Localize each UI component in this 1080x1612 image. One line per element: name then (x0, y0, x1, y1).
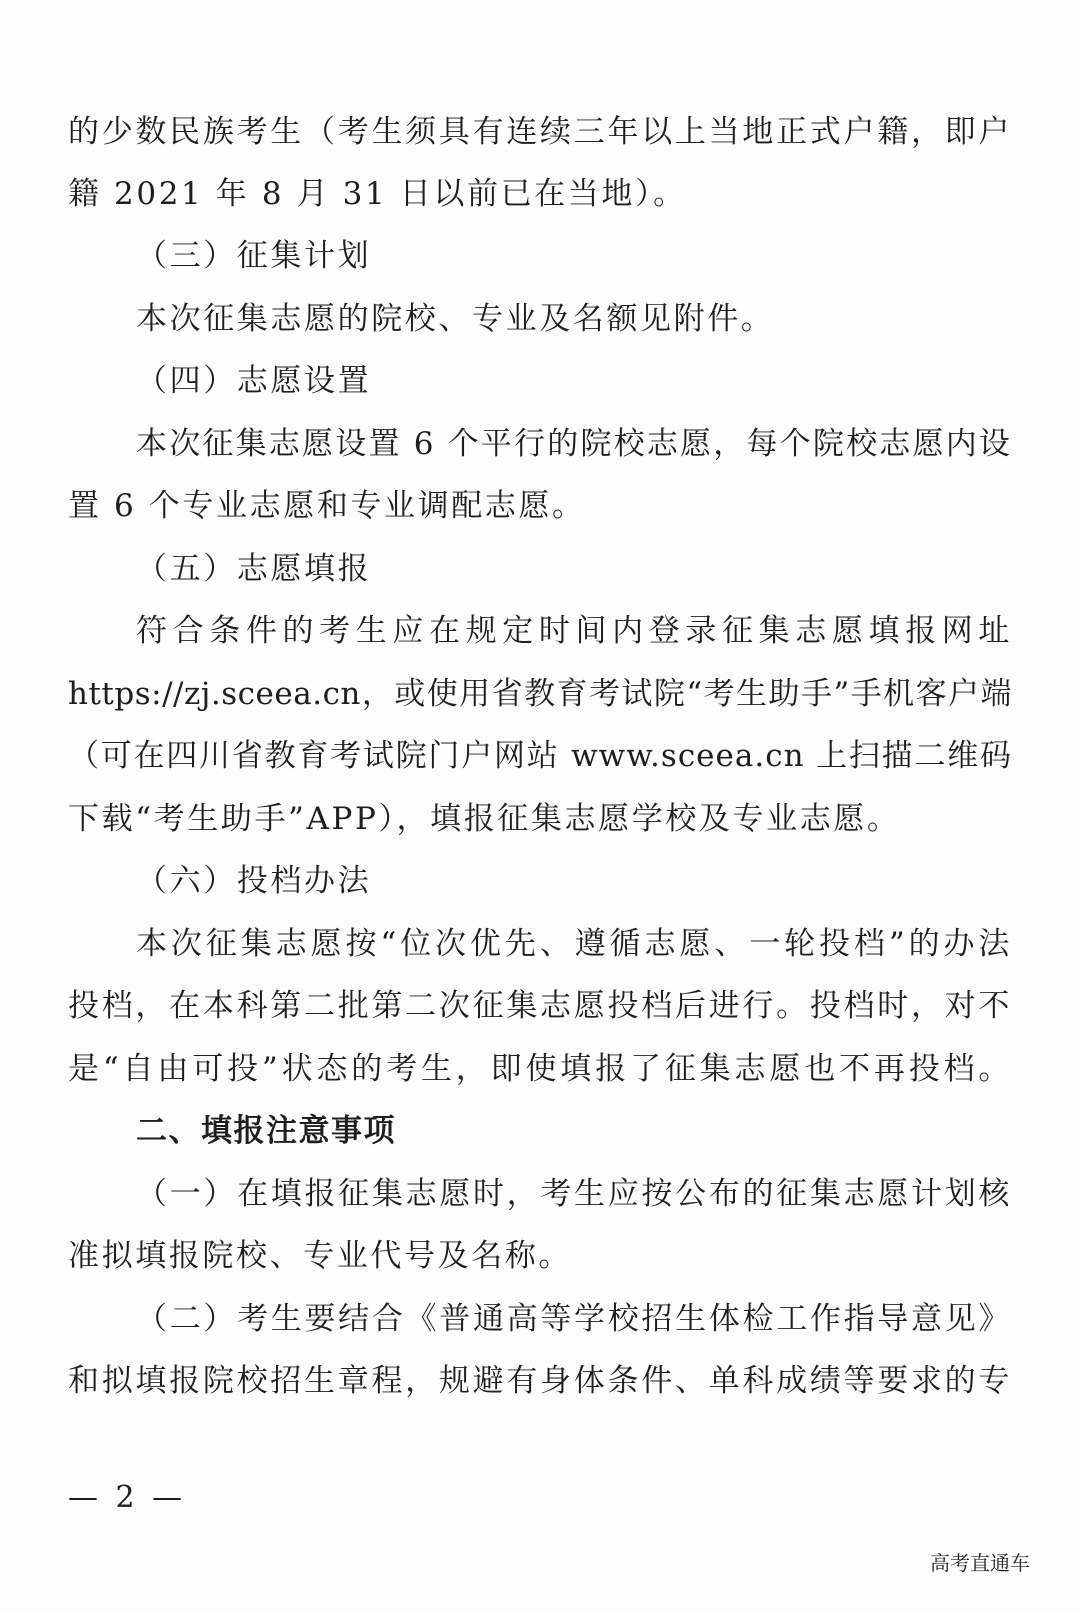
paragraph-line: 投档，在本科第二批第二次征集志愿投档后进行。投档时，对不 (68, 988, 1012, 1024)
section-heading: （五）志愿填报 (136, 551, 372, 587)
paragraph-line: 的少数民族考生（考生须具有连续三年以上当地正式户籍，即户 (68, 114, 1012, 150)
paragraph-line: （一）在填报征集志愿时，考生应按公布的征集志愿计划核 (136, 1176, 1012, 1212)
paragraph-line: 籍 2021 年 8 月 31 日以前已在当地）。 (68, 176, 687, 212)
paragraph-line: 符合条件的考生应在规定时间内登录征集志愿填报网址 (136, 613, 1012, 649)
paragraph-line: 本次征集志愿设置 6 个平行的院校志愿，每个院校志愿内设 (136, 426, 1012, 462)
paragraph-line: 本次征集志愿的院校、专业及名额见附件。 (136, 301, 775, 337)
paragraph-line: 和拟填报院校招生章程，规避有身体条件、单科成绩等要求的专 (68, 1363, 1012, 1399)
paragraph-line: （二）考生要结合《普通高等学校招生体检工作指导意见》 (136, 1301, 1012, 1337)
paragraph-line: （可在四川省教育考试院门户网站 www.sceea.cn 上扫描二维码 (68, 738, 1012, 774)
paragraph-line: 本次征集志愿按“位次优先、遵循志愿、一轮投档”的办法 (136, 926, 1012, 962)
section-heading: （四）志愿设置 (136, 363, 372, 399)
paragraph-line: https://zj.sceea.cn，或使用省教育考试院“考生助手”手机客户端 (68, 676, 1012, 712)
paragraph-line: 准拟填报院校、专业代号及名称。 (68, 1238, 572, 1274)
chapter-heading: 二、填报注意事项 (136, 1113, 396, 1149)
paragraph-line: 置 6 个专业志愿和专业调配志愿。 (68, 488, 586, 524)
section-heading: （三）征集计划 (136, 238, 372, 274)
section-heading: （六）投档办法 (136, 863, 372, 899)
paragraph-line: 下载“考生助手”APP），填报征集志愿学校及专业志愿。 (68, 801, 901, 837)
paragraph-line: 是“自由可投”状态的考生，即使填报了征集志愿也不再投档。 (68, 1051, 1012, 1087)
watermark-label: 高考直通车 (930, 1551, 1030, 1575)
page-number: — 2 — (68, 1480, 187, 1515)
